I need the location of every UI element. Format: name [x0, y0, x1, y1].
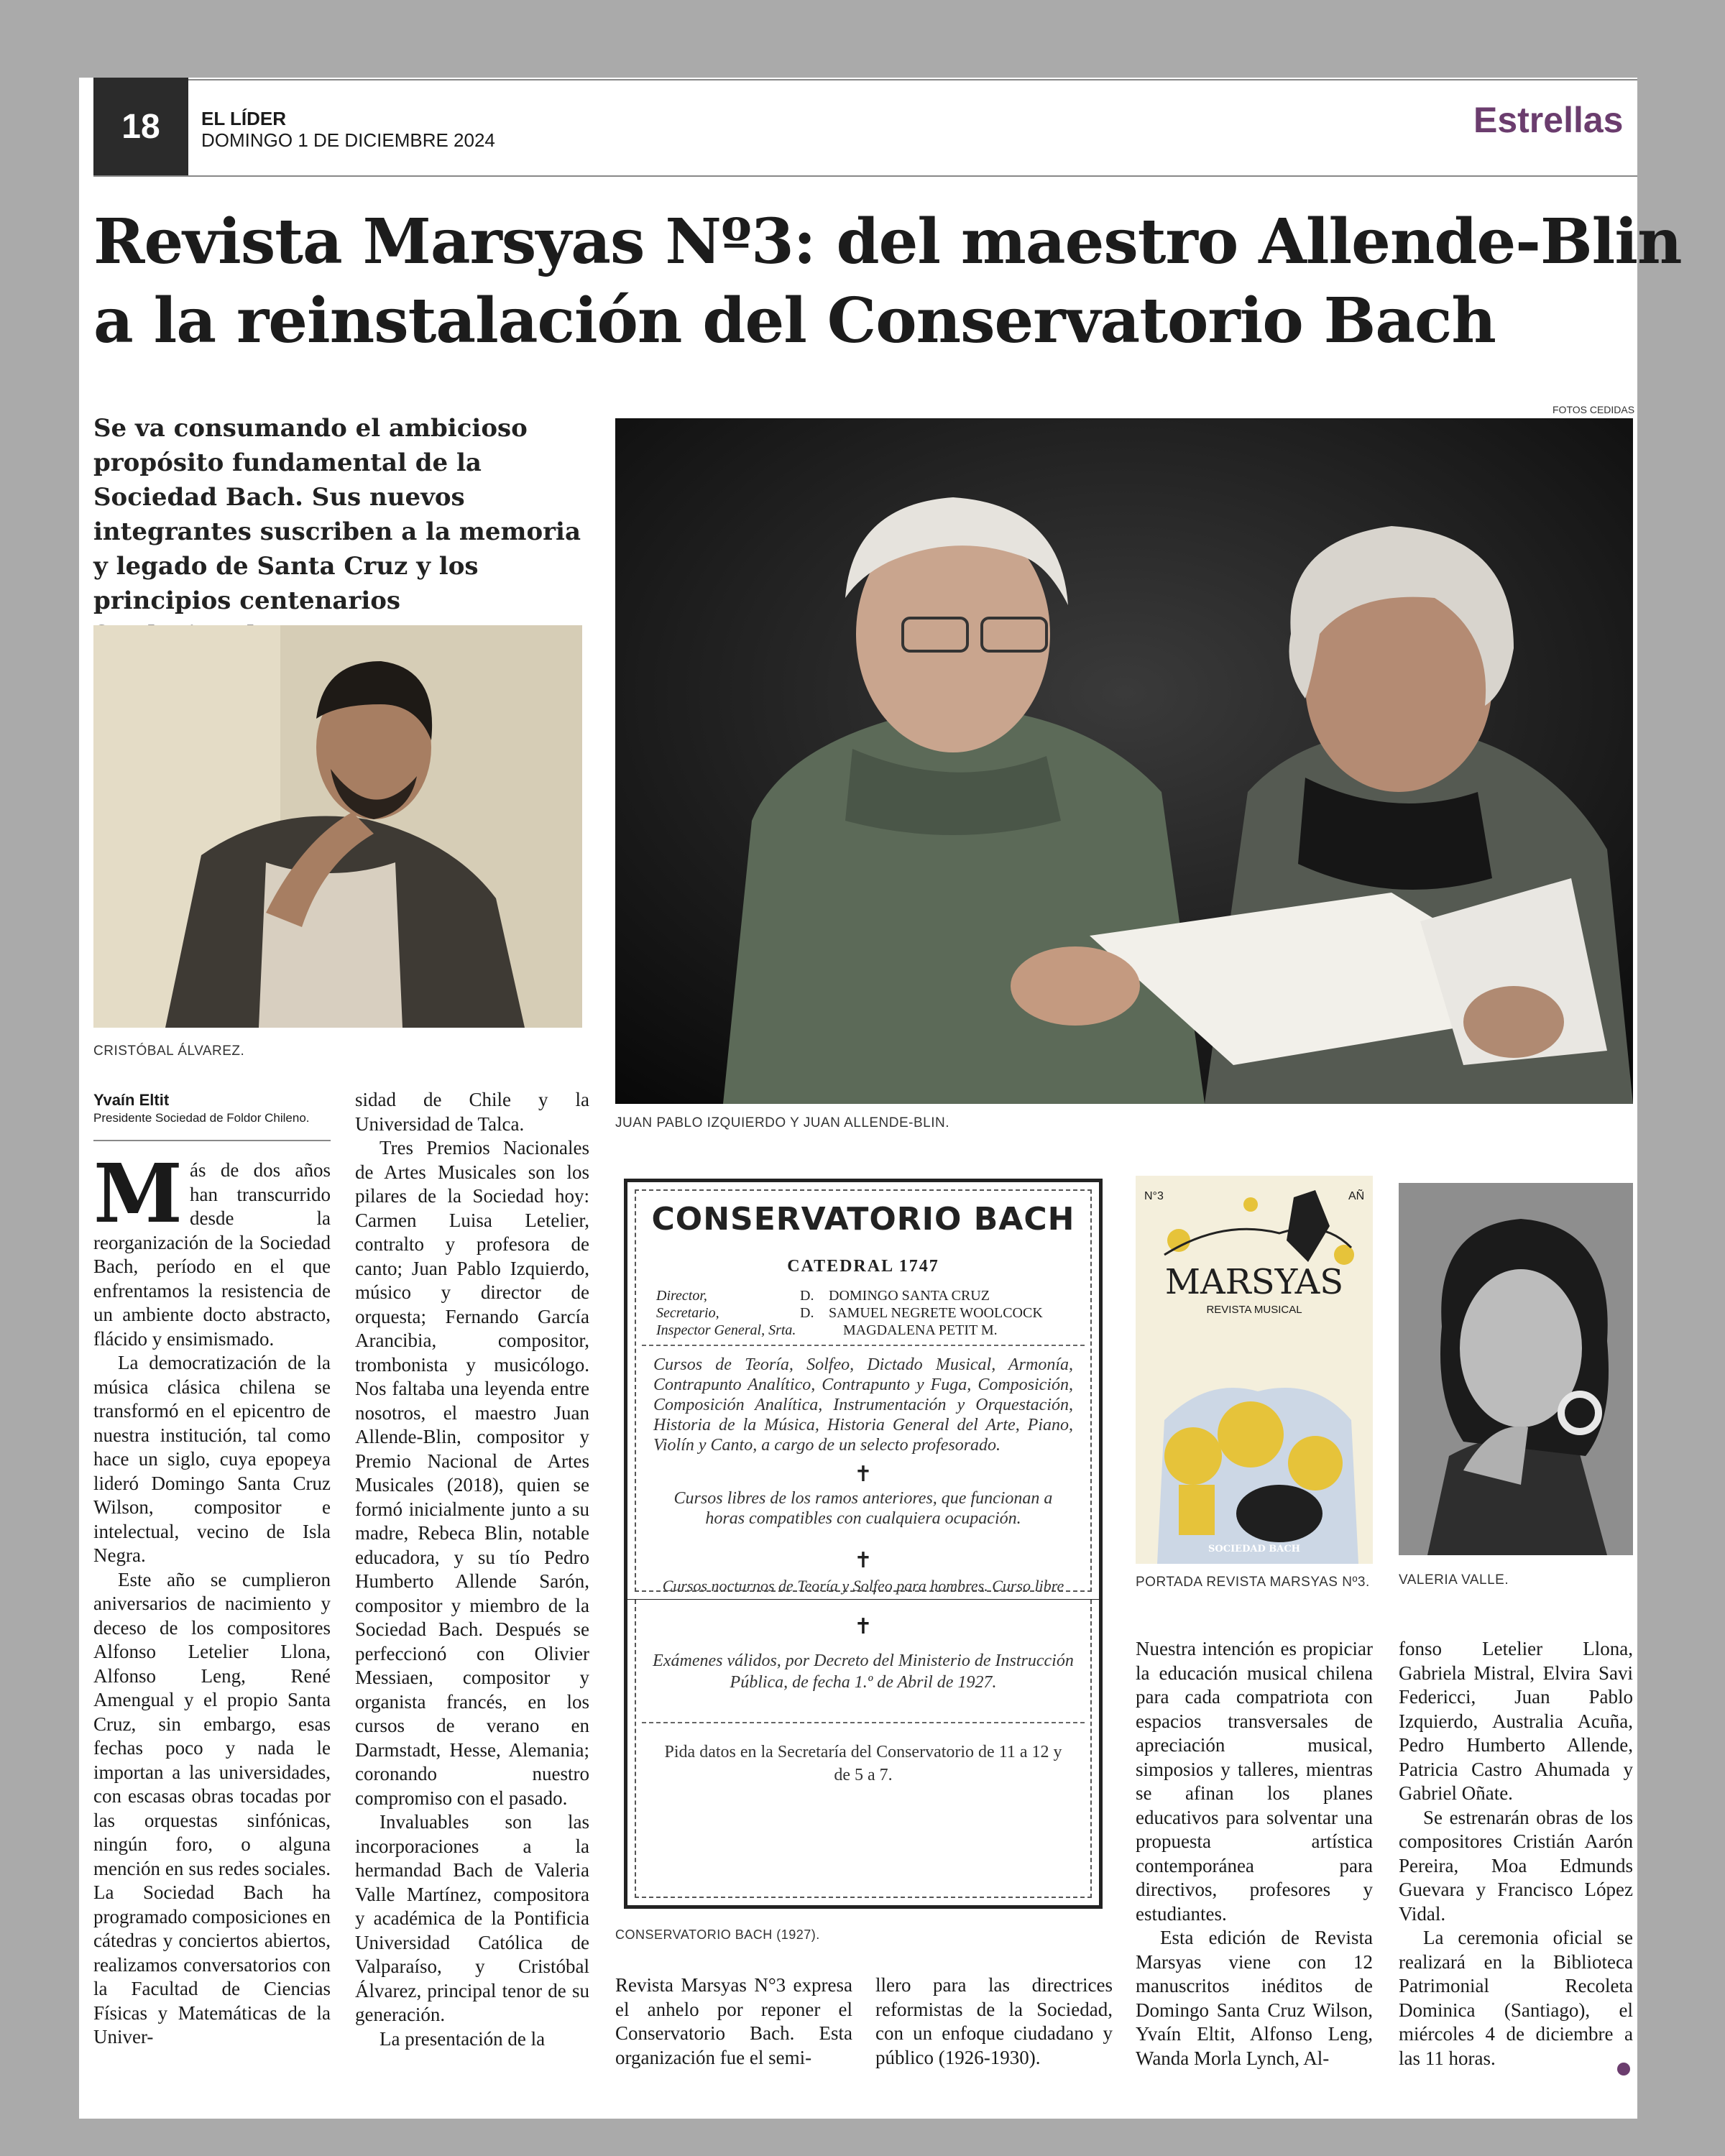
photo-valeria-valle [1399, 1183, 1633, 1555]
byline-rule [93, 1140, 331, 1141]
col2-paragraph-1: sidad de Chile y la Universidad de Talca. [355, 1089, 589, 1135]
col5-paragraph-2: Esta edición de Revista Marsyas viene con 12 manuscritos inéditos de Domingo Santa Cruz Wilson, Yvaín Eltit, Alfonso Leng, Wanda Morla Lynch, Al- [1136, 1927, 1373, 2069]
page-number: 18 [93, 78, 188, 175]
ad-staff-row: Director, D. DOMINGO SANTA CRUZ [656, 1288, 990, 1304]
cover-title: MARSYAS [1164, 1262, 1344, 1302]
article-column-2 [355, 1088, 589, 2051]
headline-line-2: a la reinstalación del Conservatorio Bach [93, 285, 1496, 357]
ad-courses: Cursos de Teoría, Solfeo, Dictado Musical, Armonía, Contrapunto Analítico, Contrapunto y Fuga, Composición, Composición Analítica, Instrumentación y Orquestación, Historia de la Música, Historia General del Arte, Piano, Violín y Canto, a cargo de un selecto profesorado. [653, 1355, 1073, 1455]
header-top-rule [93, 79, 1637, 80]
col2-paragraph-4: La presentación de la [380, 2027, 546, 2050]
col5-paragraph-1: Nuestra intención es propiciar la educación musical chilena para cada compatriota con espacios transversales de apreciación musical, simposios y talleres, mientras se afinan los planes educativos para solventar una propuesta artística contemporánea para directivos, profesores y estudiantes. [1136, 1638, 1373, 1925]
col6-paragraph-2: Se estrenarán obras de los compositores Cristián Aarón Pereira, Moa Edmunds Guevara y Francisco López Vidal. [1399, 1806, 1633, 1925]
caption-cover: PORTADA REVISTA MARSYAS Nº3. [1136, 1575, 1370, 1590]
caption-main-photo: JUAN PABLO IZQUIERDO Y JUAN ALLENDE-BLIN. [615, 1115, 950, 1130]
ad-title: CONSERVATORIO BACH [651, 1201, 1075, 1238]
end-mark-icon [1617, 2063, 1630, 2076]
col2-paragraph-3: Invaluables son las incorporaciones a la hermandad Bach de Valeria Valle Martínez, compositora y académica de la Pontificia Universidad Católica de Valparaíso, y Cristóbal Álvarez, principal tenor de su generación. [355, 1811, 589, 2025]
marsyas-cover-image [1136, 1176, 1373, 1564]
col2-paragraph-2: Tres Premios Nacionales de Artes Musicales son los pilares de la Sociedad hoy: Carmen Luisa Letelier, contralto y profesora de canto; Juan Pablo Izquierdo, músico y director de orquesta; Fernando García Arancibia, compositor, trombonista y musicólogo. Nos faltaba una leyenda entre nosotros, el maestro Juan Allende-Blin, compositor y Premio Nacional de Artes Musicales (2018), quien se formó inicialmente junto a su madre, Rebeca Blin, notable educadora, y su tío Pedro Humberto Allende Sarón, compositor y miembro de la Sociedad Bach. Después se perfeccionó con Olivier Messiaen, compositor y organista francés, en los cursos de verano en Darmstadt, Hesse, Alemania; coronando nuestro compromiso con el pasado. [355, 1137, 589, 1809]
ad-staff-row: Secretario, D. SAMUEL NEGRETE WOOLCOCK [656, 1305, 1043, 1321]
col1-paragraph-3: Este año se cumplieron aniversarios de nacimiento y deceso de los compositores Alfonso Letelier Llona, Alfonso Leng, René Amengual y el propio Santa Cruz, sin embargo, esas fechas poco y nada le importan a las universidades, con escasas obras tocadas por las orquestas sinfónicas, ningún foro, o alguna mención en sus redes sociales. La Sociedad Bach ha programado composiciones en cátedras y conciertos abiertos, realizamos conversatorios con la Facultad de Ciencias Físicas y Matemáticas de la Univer- [93, 1568, 331, 2047]
col1-paragraph-1: Más de dos años han transcurrido desde la reorganización de la Sociedad Bach, período en el que enfrentamos la resistencia de un ambiente docto abstracto, flácido y ensimismado. [93, 1147, 331, 1350]
article-column-6 [1399, 1637, 1633, 2070]
byline-role: Presidente Sociedad de Foldor Chileno. [93, 1111, 310, 1125]
ad-separator [642, 1722, 1085, 1723]
main-photo-graphic [615, 418, 1633, 1104]
photo-cristobal-alvarez [93, 625, 582, 1028]
ad-exams: Exámenes válidos, por Decreto del Ministerio de Instrucción Pública, de fecha 1.º de Abril de 1927. [653, 1651, 1074, 1692]
cover-graphic [1136, 1176, 1373, 1564]
article-column-1 [93, 1147, 331, 2050]
cover-society: SOCIEDAD BACH [1208, 1544, 1300, 1554]
ad-ornament-icon: ✝ [854, 1462, 873, 1486]
article-column-5 [1136, 1637, 1373, 2070]
caption-ad: CONSERVATORIO BACH (1927). [615, 1927, 820, 1942]
article-column-3 [615, 1973, 852, 2070]
photo-credit: FOTOS CEDIDAS [1552, 404, 1635, 415]
col4-paragraph: llero para las directrices reformistas de la Sociedad, con un enfoque ciudadano y público (1926-1930). [875, 1974, 1113, 2068]
headline-line-1: Revista Marsyas Nº3: del maestro Allende-Blin [93, 206, 1682, 278]
ad-lower-box [624, 1600, 1103, 1909]
ad-night-courses: Cursos nocturnos de Teoría y Solfeo para hombres. Curso libre [662, 1577, 1064, 1595]
ad-free-courses: Cursos libres de los ramos anteriores, que funcionan a horas compatibles con cualquiera ocupación. [673, 1489, 1053, 1528]
ad-staff-row: Inspector General, Srta. MAGDALENA PETIT M. [656, 1322, 998, 1338]
article-deck: Se va consumando el ambicioso propósito fundamental de la Sociedad Bach. Sus nuevos integrantes suscriben a la memoria y legado de Santa Cruz y los principios centenarios [93, 414, 581, 615]
caption-valle: VALERIA VALLE. [1399, 1572, 1509, 1588]
conservatorio-bach-ad-1927 [624, 1179, 1103, 1603]
article-column-4 [875, 1973, 1113, 2070]
ad-staff [656, 1287, 1043, 1339]
valle-photo-graphic [1399, 1183, 1633, 1555]
byline-name: Yvaín Eltit [93, 1091, 170, 1109]
col6-paragraph-1: fonso Letelier Llona, Gabriela Mistral, Elvira Savi Federicci, Juan Pablo Izquierdo, Australia Acuña, Pedro Humberto Allende, Patricia Castro Ahumada y Gabriel Oñate. [1399, 1638, 1633, 1804]
ad-ornament-icon: ✝ [854, 1549, 873, 1572]
cover-year: AÑ [1348, 1190, 1365, 1202]
section-name: Estrellas [1473, 100, 1624, 140]
main-photo-izquierdo-allende-blin [615, 418, 1633, 1104]
ad-contact: Pida datos en la Secretaría del Conservatorio de 11 a 12 y de 5 a 7. [664, 1743, 1062, 1784]
ad-address: CATEDRAL 1747 [787, 1257, 939, 1276]
cover-subtitle: REVISTA MUSICAL [1206, 1304, 1302, 1316]
alvarez-photo-graphic [93, 625, 582, 1028]
col1-paragraph-2: La democratización de la música clásica chilena se transformó en el epicentro de nuestra institución, tal como hace un siglo, cuya epopeya lideró Domingo Santa Cruz Wilson, compositor e intelectual, vecino de Isla Negra. [93, 1352, 331, 1566]
caption-alvarez: CRISTÓBAL ÁLVAREZ. [93, 1044, 245, 1059]
col6-paragraph-3: La ceremonia oficial se realizará en la Biblioteca Patrimonial Recoleta Dominica (Santiago), el miércoles 4 de diciembre a las 11 horas. [1399, 1927, 1633, 2069]
dropcap: M [93, 1147, 183, 1241]
issue-date: DOMINGO 1 DE DICIEMBRE 2024 [201, 129, 495, 151]
ad-ornament-icon: ✝ [854, 1615, 873, 1639]
header-bottom-rule [93, 175, 1637, 177]
ad-separator [642, 1345, 1085, 1346]
paper-name: EL LÍDER [201, 108, 286, 129]
cover-issue: N°3 [1144, 1190, 1164, 1202]
col3-paragraph: Revista Marsyas N°3 expresa el anhelo por reponer el Conservatorio Bach. Esta organización fue el semi- [615, 1974, 852, 2068]
